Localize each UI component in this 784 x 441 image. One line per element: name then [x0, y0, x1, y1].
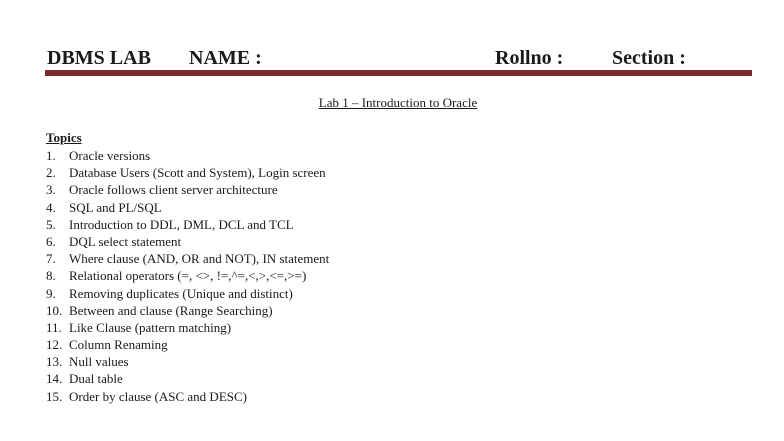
topic-item — [46, 216, 329, 233]
topics-heading: Topics — [46, 130, 82, 145]
topic-text: Order by clause (ASC and DESC) — [69, 388, 247, 404]
topic-text: Dual table — [69, 371, 123, 387]
topic-item — [46, 388, 329, 405]
topic-text: Like Clause (pattern matching) — [69, 319, 232, 335]
rollno-label: Rollno : — [495, 47, 564, 69]
topic-item — [46, 147, 329, 164]
topic-item — [46, 370, 329, 387]
topic-number: 8. — [46, 268, 56, 284]
topic-number: 2. — [46, 165, 56, 181]
course-label: DBMS LAB — [47, 47, 151, 69]
topic-item — [46, 181, 329, 198]
topic-text: Oracle follows client server architecture — [69, 182, 278, 198]
topic-item — [46, 302, 329, 319]
topic-text: Where clause (AND, OR and NOT), IN statement — [69, 251, 330, 267]
section-label: Section : — [612, 47, 686, 69]
topic-text: Database Users (Scott and System), Login screen — [69, 165, 326, 181]
topic-text: Null values — [69, 354, 129, 370]
topic-item — [46, 285, 329, 302]
topic-item — [46, 353, 329, 370]
topic-text: Between and clause (Range Searching) — [69, 302, 273, 318]
topic-number: 12. — [46, 337, 63, 353]
topic-text: Oracle versions — [69, 148, 151, 163]
header-divider — [45, 70, 752, 76]
topic-number: 1. — [46, 148, 56, 163]
topic-item — [46, 319, 329, 336]
topic-number: 14. — [46, 371, 63, 387]
topic-text: Removing duplicates (Unique and distinct) — [69, 285, 293, 301]
topic-number: 11. — [46, 319, 62, 335]
name-label: NAME : — [189, 47, 262, 69]
topic-item — [46, 250, 329, 267]
topic-item — [46, 267, 329, 284]
topic-item — [46, 336, 329, 353]
topic-number: 13. — [46, 354, 63, 370]
topic-number: 6. — [46, 233, 56, 249]
topic-item — [46, 233, 329, 250]
topic-text: Relational operators (=, <>, !=,^=,<,>,<=,>=) — [69, 268, 307, 284]
topic-text: DQL select statement — [69, 233, 182, 249]
topic-number: 3. — [46, 182, 56, 198]
topic-text: SQL and PL/SQL — [69, 199, 162, 215]
topic-list — [46, 147, 329, 405]
topic-number: 9. — [46, 285, 56, 301]
topic-text: Introduction to DDL, DML, DCL and TCL — [69, 216, 294, 232]
topic-number: 5. — [46, 216, 56, 232]
topic-number: 15. — [46, 388, 63, 404]
topic-item — [46, 164, 329, 181]
topic-number: 10. — [46, 302, 63, 318]
topic-item — [46, 199, 329, 216]
topic-number: 7. — [46, 251, 56, 267]
topic-number: 4. — [46, 199, 56, 215]
lab-title: Lab 1 – Introduction to Oracle — [318, 95, 478, 110]
topic-text: Column Renaming — [69, 337, 168, 353]
